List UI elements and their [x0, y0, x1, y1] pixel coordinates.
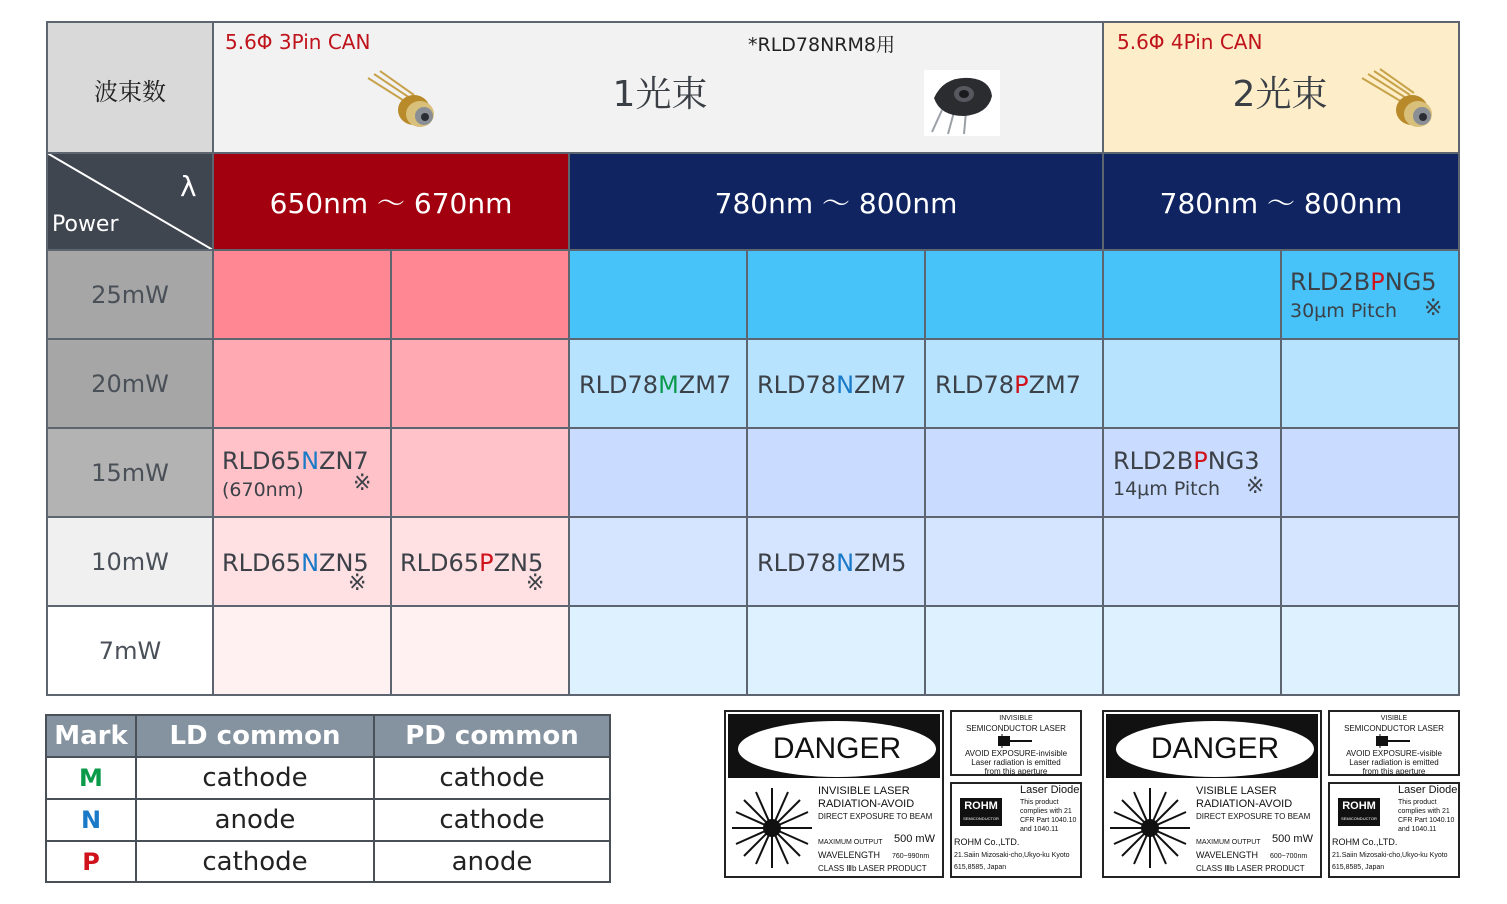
diode-text-4: and 1040.11 — [1398, 826, 1437, 833]
pin-mark: P — [1370, 268, 1385, 296]
grid-line — [1458, 21, 1460, 696]
part-rld2bpng5[interactable] — [1290, 268, 1437, 296]
aperture-line-4: Laser radiation is emitted — [971, 758, 1061, 767]
note-mark: ※ — [348, 571, 367, 596]
diode-text-1: This product — [1398, 799, 1437, 806]
legend-pd-p: anode — [375, 842, 611, 883]
wavelength-label: WAVELENGTH — [1196, 850, 1259, 860]
danger-label-invisible — [724, 710, 944, 878]
rld78nrm8-package-image — [924, 70, 1000, 136]
grid-line — [746, 249, 748, 696]
pitch-14um: 14μm Pitch — [1113, 478, 1221, 500]
wavelength-label: WAVELENGTH — [818, 850, 881, 860]
company-name: ROHM Co.,LTD. — [1332, 837, 1398, 847]
legend-ld-m: cathode — [137, 758, 375, 800]
diode-title: Laser Diode — [1020, 784, 1080, 796]
warning-line-1: VISIBLE LASER — [1196, 785, 1277, 797]
power-label-20: 20mW — [91, 369, 169, 398]
part-suffix: ZM7 — [678, 371, 732, 399]
dual-beam-label: 2光束 — [1232, 74, 1328, 115]
class-label: CLASS Ⅲb LASER PRODUCT — [1196, 864, 1305, 873]
pin-mark: N — [301, 549, 320, 577]
pin-mark: N — [301, 447, 320, 475]
part-rld78mzm7[interactable] — [579, 371, 731, 399]
aperture-arrow-icon — [998, 734, 1034, 748]
grid-line — [46, 516, 1460, 518]
wavelength-670nm: (670nm) — [222, 479, 304, 501]
note-mark: ※ — [1424, 296, 1443, 321]
part-suffix: ZM7 — [1028, 371, 1081, 399]
part-rld78nzm7[interactable] — [757, 371, 906, 399]
part-rld65nzn5[interactable] — [222, 549, 369, 577]
laser-can-3pin-image — [362, 70, 442, 132]
max-output-label: MAXIMUM OUTPUT — [1196, 839, 1261, 846]
laser-starburst-icon — [1108, 784, 1192, 872]
aperture-line-3: AVOID EXPOSURE-invisible — [964, 749, 1068, 758]
blue-zone-row-15 — [569, 428, 1459, 517]
legend-mark-m: M — [47, 758, 137, 800]
company-address: 21.Saiin Mizosaki-cho,Ukyo-ku Kyoto — [1332, 852, 1448, 859]
grid-line — [46, 152, 1460, 154]
warning-line-3: DIRECT EXPOSURE TO BEAM — [1196, 812, 1311, 821]
grid-line — [46, 249, 1460, 251]
grid-line — [46, 21, 1460, 23]
company-postal: 615,8585, Japan — [1332, 864, 1385, 871]
part-prefix: RLD65 — [400, 549, 480, 577]
grid-line — [46, 21, 48, 696]
grid-line — [568, 152, 570, 696]
band-780-800-dual: 780nm ～ 800nm — [1103, 153, 1459, 250]
legend-pd-n: cathode — [375, 800, 611, 842]
max-output-value: 500 mW — [894, 833, 935, 845]
aperture-line-4: Laser radiation is emitted — [1349, 758, 1439, 767]
aperture-line-5: from this aperture — [984, 767, 1048, 776]
grid-line — [212, 21, 214, 696]
aperture-line-1: INVISIBLE — [999, 715, 1033, 722]
note-mark: ※ — [353, 471, 372, 496]
pin-mark: P — [1014, 371, 1029, 399]
blue-zone-row-10 — [569, 517, 1459, 606]
note-rld78nrm8: *RLD78NRM8用 — [748, 34, 895, 56]
band-780-800-single: 780nm ～ 800nm — [569, 153, 1103, 250]
part-prefix: RLD78 — [579, 371, 659, 399]
diode-label-invisible — [950, 782, 1082, 878]
max-output-value: 500 mW — [1272, 833, 1313, 845]
danger-text: DANGER — [738, 721, 936, 777]
part-prefix: RLD78 — [757, 549, 837, 577]
warning-line-2: RADIATION-AVOID — [818, 798, 915, 810]
pin-mark: P — [479, 549, 494, 577]
band-650-670: 650nm ～ 670nm — [213, 153, 569, 250]
diode-text-2: complies with 21 — [1020, 808, 1072, 815]
note-mark: ※ — [1246, 474, 1265, 499]
grid-line — [46, 427, 1460, 429]
diode-text-3: CFR Part 1040.10 — [1398, 817, 1455, 824]
part-suffix: ZM7 — [854, 371, 907, 399]
single-beam-label: 1光束 — [612, 74, 708, 115]
legend-pd-m: cathode — [375, 758, 611, 800]
part-suffix: NG5 — [1384, 268, 1437, 296]
package-3pin-label: 5.6Φ 3Pin CAN — [225, 30, 371, 54]
company-address: 21.Saiin Mizosaki-cho,Ukyo-ku Kyoto — [954, 852, 1070, 859]
note-mark: ※ — [526, 571, 545, 596]
grid-line — [46, 605, 1460, 607]
aperture-line-5: from this aperture — [1362, 767, 1426, 776]
pin-mark: N — [836, 549, 855, 577]
pitch-30um: 30μm Pitch — [1290, 300, 1398, 322]
part-rld78pzm7[interactable] — [935, 371, 1081, 399]
part-suffix: ZN5 — [493, 549, 544, 577]
warning-line-2: RADIATION-AVOID — [1196, 798, 1293, 810]
package-4pin-label: 5.6Φ 4Pin CAN — [1117, 30, 1263, 54]
max-output-label: MAXIMUM OUTPUT — [818, 839, 883, 846]
diode-text-1: This product — [1020, 799, 1059, 806]
power-label-25: 25mW — [91, 280, 169, 309]
pin-mark: M — [658, 371, 679, 399]
grid-line — [390, 249, 392, 696]
danger-text: DANGER — [1116, 721, 1314, 777]
part-prefix: RLD2B — [1113, 447, 1194, 475]
power-label-10: 10mW — [91, 547, 169, 576]
aperture-line-2: SEMICONDUCTOR LASER — [1344, 724, 1444, 733]
beams-label: 波束数 — [94, 78, 166, 106]
rohm-logo-text: ROHM — [964, 800, 998, 812]
rohm-logo-sub: SEMICONDUCTOR — [963, 816, 999, 821]
company-name: ROHM Co.,LTD. — [954, 837, 1020, 847]
power-label-15: 15mW — [91, 458, 169, 487]
part-rld65nzn7[interactable] — [222, 447, 369, 475]
diode-title: Laser Diode — [1398, 784, 1458, 796]
diode-text-4: and 1040.11 — [1020, 826, 1059, 833]
warning-line-1: INVISIBLE LASER — [818, 785, 910, 797]
legend-mark-n: N — [47, 800, 137, 842]
laser-can-4pin-image — [1358, 68, 1440, 134]
part-suffix: ZM5 — [854, 549, 907, 577]
aperture-label-invisible — [950, 710, 1082, 776]
part-prefix: RLD65 — [222, 549, 302, 577]
power-label-7: 7mW — [98, 636, 162, 665]
company-postal: 615,8585, Japan — [954, 864, 1007, 871]
aperture-line-2: SEMICONDUCTOR LASER — [966, 724, 1066, 733]
part-rld78nzm5[interactable] — [757, 549, 906, 577]
legend-header-ld: LD common — [137, 716, 375, 758]
blue-zone-row-7 — [569, 606, 1459, 695]
wavelength-value: 760~990nm — [892, 853, 930, 860]
diode-text-3: CFR Part 1040.10 — [1020, 817, 1077, 824]
part-prefix: RLD78 — [757, 371, 837, 399]
wavelength-value: 600~700nm — [1270, 853, 1308, 860]
diode-label-visible — [1328, 782, 1460, 878]
part-suffix: ZN7 — [319, 447, 369, 475]
grid-line — [1280, 249, 1282, 696]
pin-mark: N — [836, 371, 855, 399]
part-prefix: RLD2B — [1290, 268, 1371, 296]
part-suffix: ZN5 — [319, 549, 369, 577]
rohm-logo — [1338, 798, 1380, 826]
part-rld65pzn5[interactable] — [400, 549, 543, 577]
pin-mark: P — [1193, 447, 1208, 475]
rohm-logo-text: ROHM — [1342, 800, 1376, 812]
aperture-label-visible — [1328, 710, 1460, 776]
aperture-arrow-icon — [1376, 734, 1412, 748]
aperture-line-3: AVOID EXPOSURE-visible — [1346, 749, 1442, 758]
legend-header-pd: PD common — [375, 716, 611, 758]
legend-ld-n: anode — [137, 800, 375, 842]
danger-label-visible — [1102, 710, 1322, 878]
diode-text-2: complies with 21 — [1398, 808, 1450, 815]
class-label: CLASS Ⅲb LASER PRODUCT — [818, 864, 927, 873]
legend-ld-p: cathode — [137, 842, 375, 883]
lambda-label: λ — [180, 170, 197, 203]
part-rld2bpng3[interactable] — [1113, 447, 1260, 475]
part-suffix: NG3 — [1207, 447, 1260, 475]
grid-line — [46, 694, 1460, 696]
power-label: Power — [52, 212, 119, 237]
warning-line-3: DIRECT EXPOSURE TO BEAM — [818, 812, 933, 821]
part-prefix: RLD78 — [935, 371, 1015, 399]
legend-table — [45, 714, 611, 883]
rohm-logo-sub: SEMICONDUCTOR — [1341, 816, 1377, 821]
grid-line — [924, 249, 926, 696]
aperture-line-1: VISIBLE — [1380, 715, 1408, 722]
grid-line — [1102, 21, 1104, 696]
legend-header-mark: Mark — [47, 716, 137, 758]
part-prefix: RLD65 — [222, 447, 302, 475]
laser-starburst-icon — [730, 784, 814, 872]
rohm-logo — [960, 798, 1002, 826]
grid-line — [46, 338, 1460, 340]
legend-mark-p: P — [47, 842, 137, 883]
